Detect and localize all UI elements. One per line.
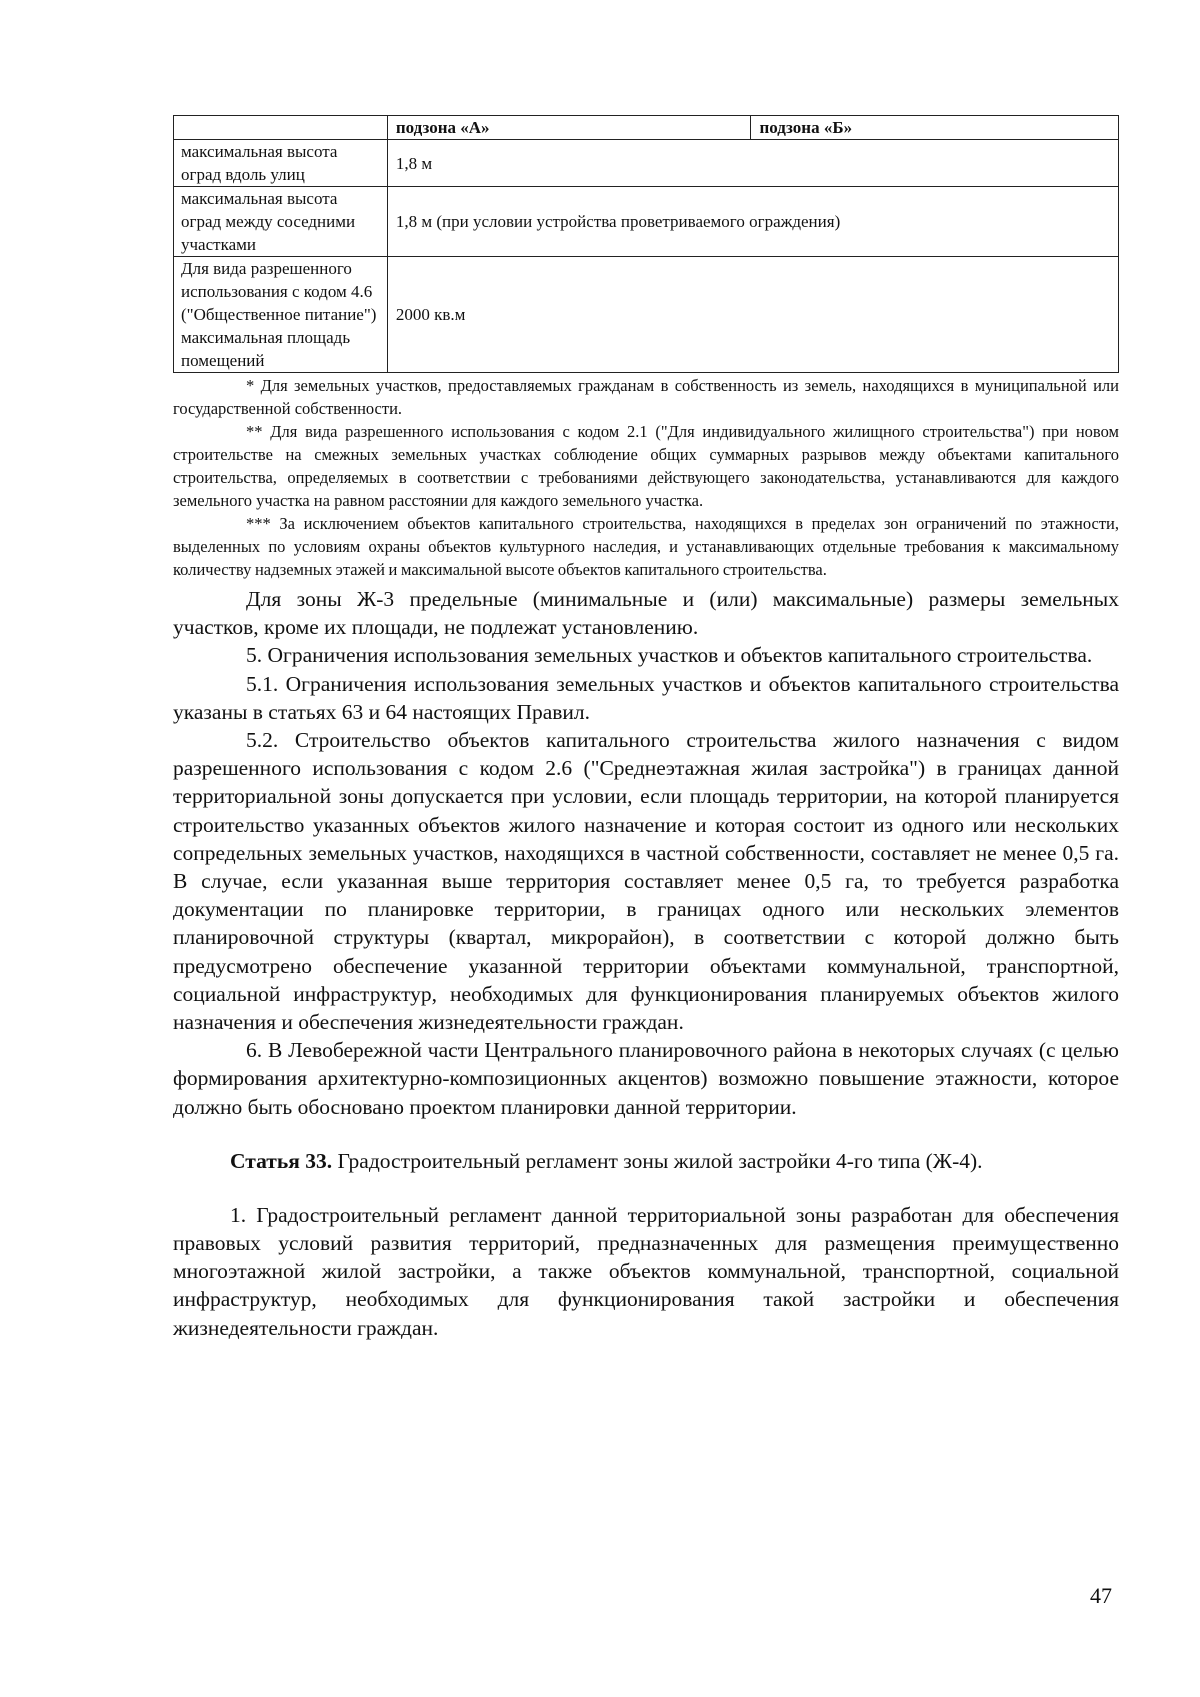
footnote: *** За исключением объектов капитального строительства, находящихся в пределах зон ограничений по этажности, выделенных по условиям охраны объектов культурного наследия, и устанавливающих отдельные требования к максимальному количеству надземных этажей и максимальной высоте объектов капитального строительства. bbox=[173, 514, 1119, 579]
table-header-cell: подзона «А» bbox=[387, 116, 751, 140]
footnote: * Для земельных участков, предоставляемых гражданам в собственность из земель, находящихся в муниципальной или государственной собственности. bbox=[173, 376, 1119, 418]
table-row-value: 2000 кв.м bbox=[387, 257, 1118, 373]
page-content bbox=[173, 115, 1119, 1342]
page-number: 47 bbox=[1090, 1583, 1112, 1608]
table-row-label: максимальная высота оград вдоль улиц bbox=[174, 140, 388, 187]
table-row bbox=[174, 187, 1119, 257]
article-heading bbox=[173, 1147, 1119, 1175]
paragraph: 5.1. Ограничения использования земельных участков и объектов капитального строительства указаны в статьях 63 и 64 настоящих Правил. bbox=[173, 671, 1119, 724]
paragraph: Для зоны Ж-3 предельные (минимальные и (или) максимальные) размеры земельных участков, кроме их площади, не подлежат установлению. bbox=[173, 587, 1119, 640]
table-row-label: Для вида разрешенного использования с кодом 4.6 ("Общественное питание") максимальная площадь помещений bbox=[174, 257, 388, 373]
paragraph: 5. Ограничения использования земельных участков и объектов капитального строительства. bbox=[246, 643, 1093, 668]
table-row-value: 1,8 м (при условии устройства проветриваемого ограждения) bbox=[387, 187, 1118, 257]
footnotes bbox=[173, 374, 1119, 581]
table-row-label: максимальная высота оград между соседними участками bbox=[174, 187, 388, 257]
article-number: Статья 33. bbox=[230, 1148, 333, 1173]
table-row bbox=[174, 140, 1119, 187]
body-text bbox=[173, 585, 1119, 1121]
table-header-cell: подзона «Б» bbox=[751, 116, 1119, 140]
paragraph: 6. В Левобережной части Центрального планировочного района в некоторых случаях (с целью формирования архитектурно-композиционных акцентов) возможно повышение этажности, которое должно быть обосновано проектом планировки данной территории. bbox=[173, 1038, 1119, 1119]
table-row bbox=[174, 257, 1119, 373]
parameters-table bbox=[173, 115, 1119, 373]
table-row-value: 1,8 м bbox=[387, 140, 1118, 187]
article-title: Градостроительный регламент зоны жилой застройки 4-го типа (Ж-4). bbox=[332, 1148, 983, 1173]
footnote: ** Для вида разрешенного использования с кодом 2.1 ("Для индивидуального жилищного строительства") при новом строительстве на смежных земельных участках соблюдение общих суммарных разрывов между объектами капитального строительства, определяемых в соответствии с требованиями действующего законодательства, устанавливаются для каждого земельного участка на равном расстоянии для каждого земельного участка. bbox=[173, 422, 1119, 510]
table-header-row bbox=[174, 116, 1119, 140]
paragraph: 1. Градостроительный регламент данной территориальной зоны разработан для обеспечения правовых условий развития территорий, предназначенных для размещения преимущественно многоэтажной жилой застройки, а также объектов коммунальной, транспортной, социальной инфраструктур, необходимых для функционирования такой застройки и обеспечения жизнедеятельности граждан. bbox=[173, 1202, 1119, 1340]
paragraph: 5.2. Строительство объектов капитального строительства жилого назначения с видом разрешенного использования с кодом 2.6 ("Среднеэтажная жилая застройка") в границах данной территориальной зоны допускается при условии, если площадь территории, на которой планируется строительство указанных объектов жилого назначение и которая состоит из одного или нескольких сопредельных земельных участков, находящихся в частной собственности, составляет не менее 0,5 га. В случае, если указанная выше территория составляет менее 0,5 га, то требуется разработка документации по планировке территории, в границах одного или нескольких элементов планировочной структуры (квартал, микрорайон), в соответствии с которой должно быть предусмотрено обеспечение указанной территории объектами коммунальной, транспортной, социальной инфраструктур, необходимых для функционирования планируемых объектов жилого назначения и обеспечения жизнедеятельности граждан. bbox=[173, 728, 1119, 1035]
article-body bbox=[173, 1201, 1119, 1342]
table-header-cell bbox=[174, 116, 388, 140]
